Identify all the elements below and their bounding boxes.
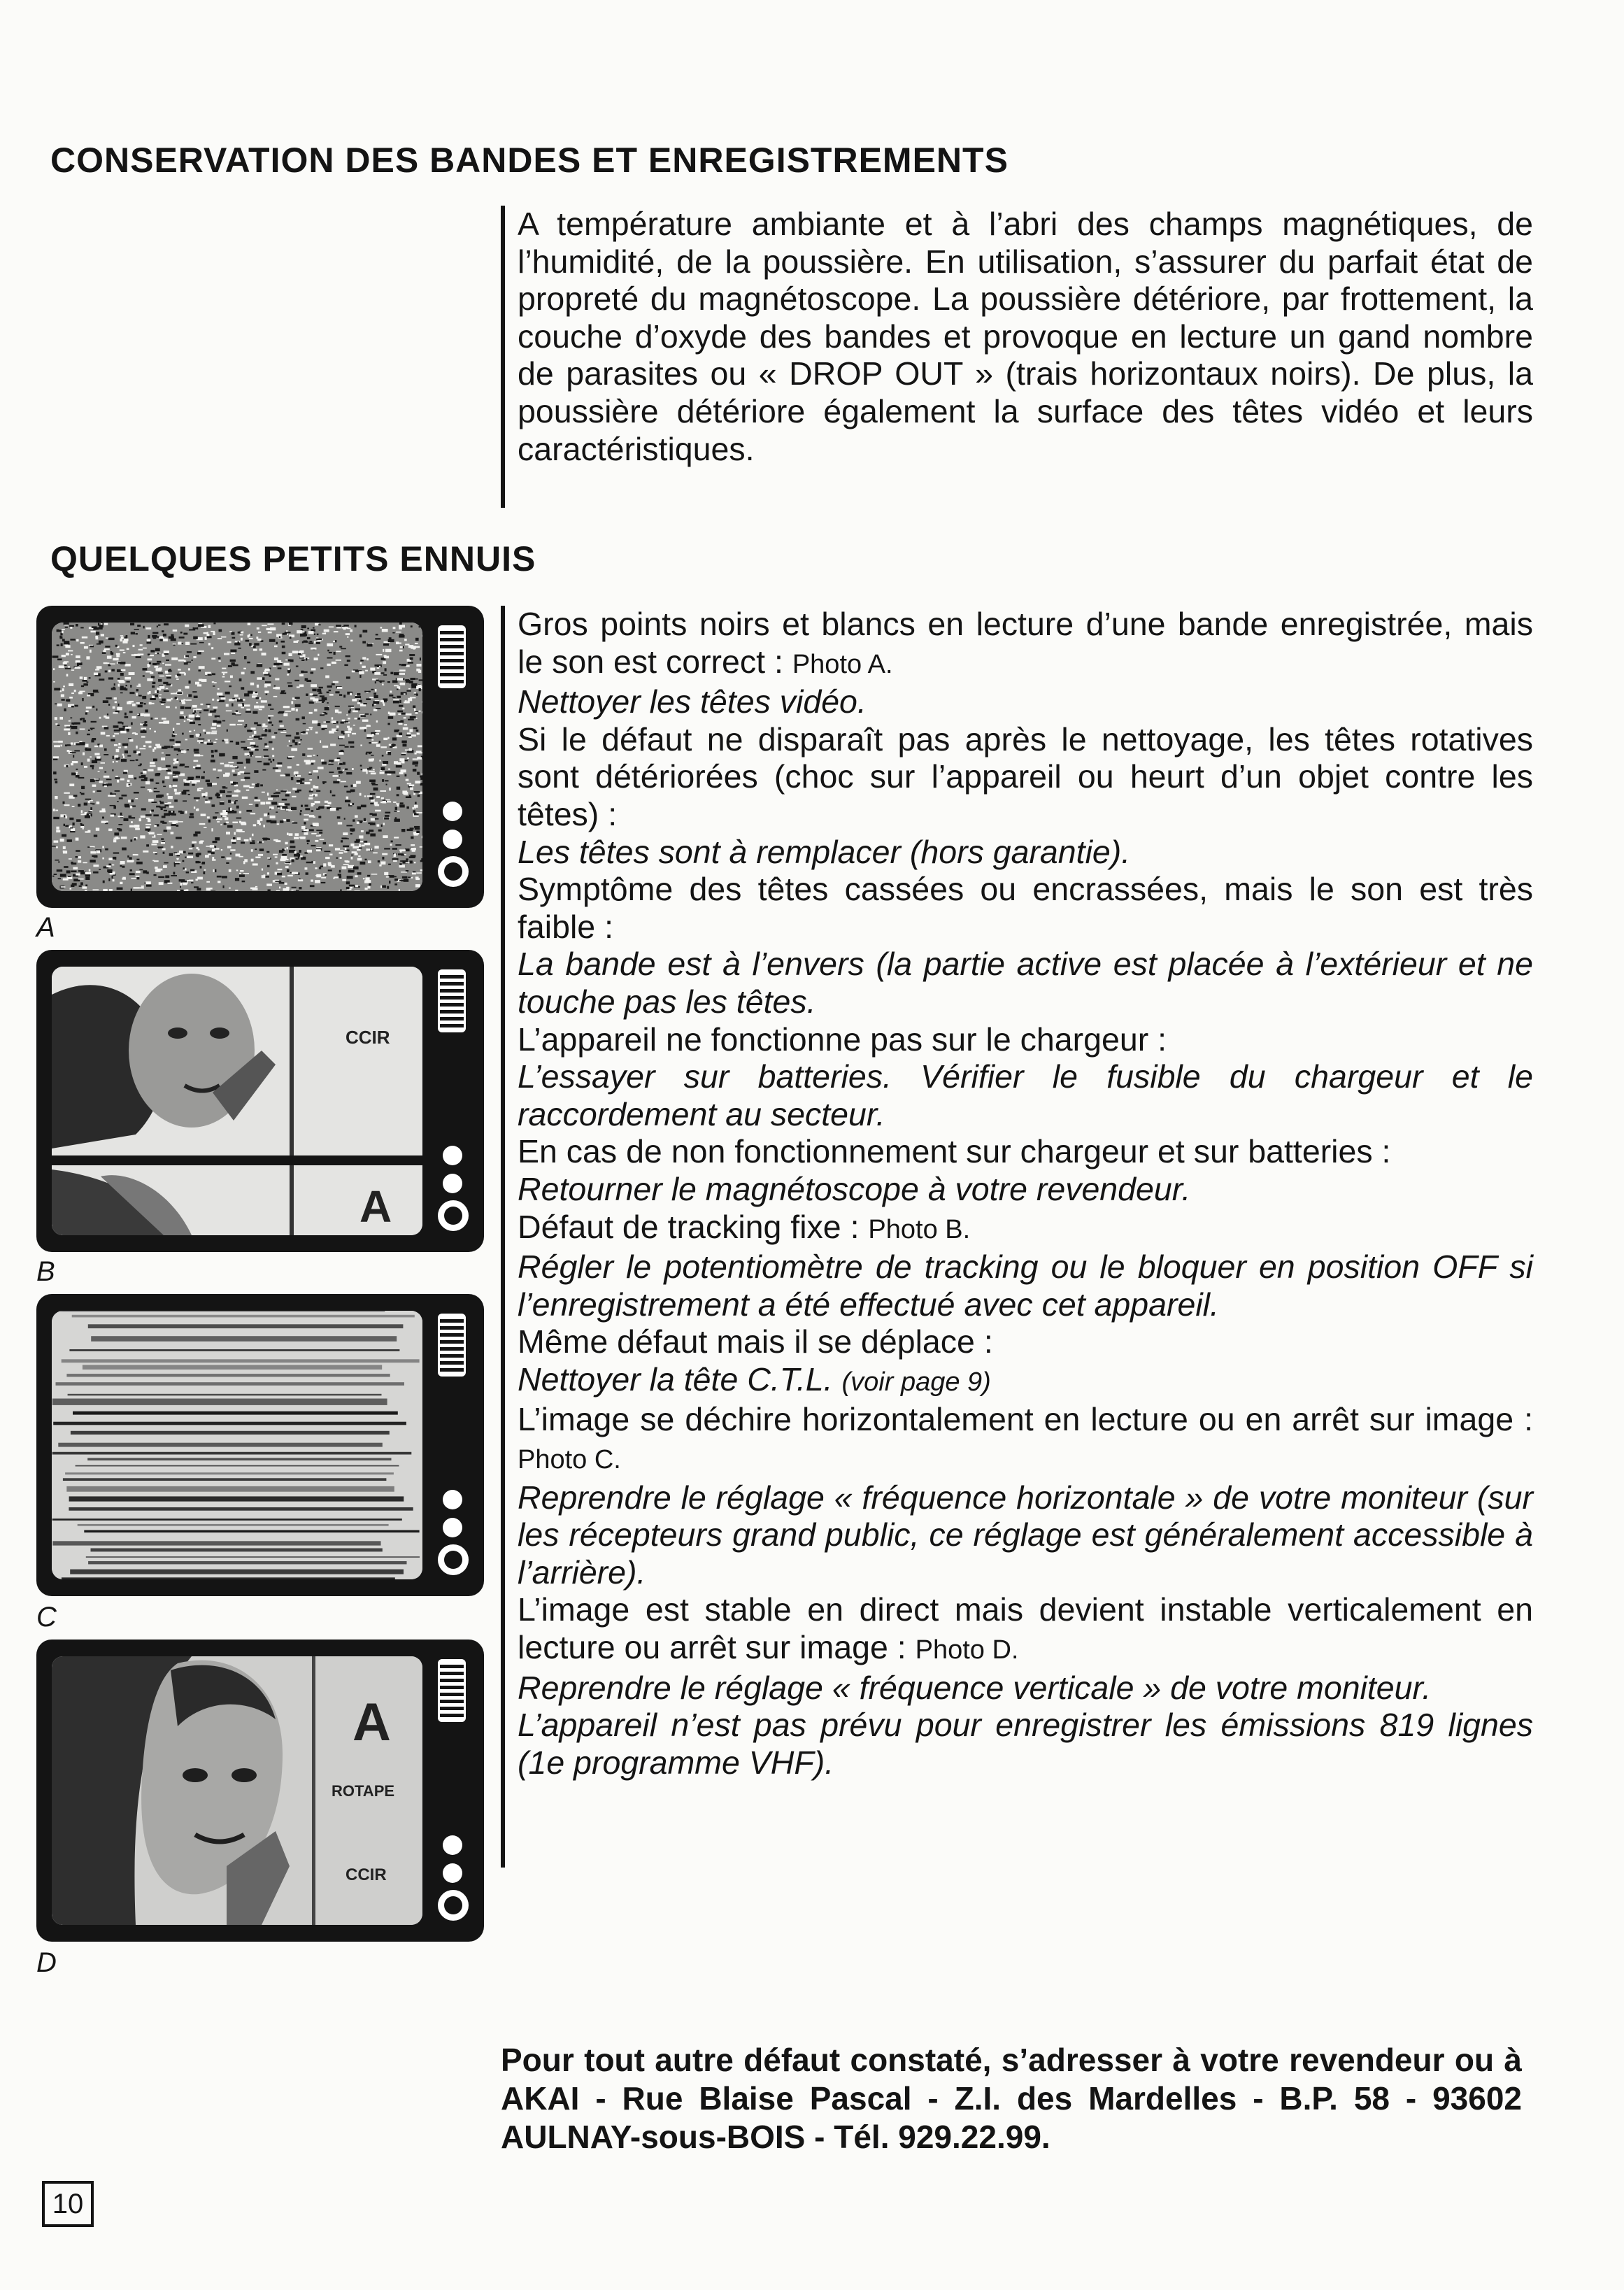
item-text: L’image se déchire horizontalement en lecture ou en arrêt sur image : [518,1401,1533,1438]
item-text: La bande est à l’envers (la partie active est placée à l’extérieur et ne touche pas les têtes. [518,946,1533,1020]
troubleshooting-list [501,606,1533,1868]
speaker-grille-icon [438,969,466,1032]
tv-controls [438,625,469,887]
overlay-a-d: A [352,1693,391,1752]
vertical-roll-image [52,1656,422,1925]
photo-d-screen [52,1656,422,1925]
section-title-troubles: QUELQUES PETITS ENNUIS [50,539,536,578]
symptom-text [518,1021,1533,1059]
footer-contact: Pour tout autre défaut constaté, s’adresser à votre revendeur ou à AKAI - Rue Blaise Pascal - Z.I. des Mardelles - B.P. 58 - 93602 AULNAY-sous-BOIS - Tél. 929.22.99. [501,2042,1522,2155]
split-frame-image [52,967,422,1235]
remedy-text [518,1058,1533,1133]
photo-b-screen [52,967,422,1235]
symptom-text [518,721,1533,834]
knob-icon [443,1146,462,1165]
speaker-grille-icon [438,1314,466,1377]
photo-reference: Photo A. [792,649,893,679]
item-text: L’appareil n’est pas prévu pour enregistrer les émissions 819 lignes (1e programme VHF). [518,1707,1533,1781]
item-text: Même défaut mais il se déplace : [518,1323,993,1360]
item-text: Régler le potentiomètre de tracking ou le bloquer en position OFF si l’enregistrement a été effectué avec cet appareil. [518,1249,1533,1323]
tv-controls [438,969,469,1231]
overlay-rotape-d: ROTAPE [332,1782,395,1800]
speaker-grille-icon [438,1659,466,1722]
overlay-ccir-d: CCIR [346,1865,387,1884]
item-text: Si le défaut ne disparaît pas après le nettoyage, les têtes rotatives sont détériorées (choc sur l’appareil ou heurt d’un objet contre les têtes) : [518,720,1533,832]
symptom-text [518,606,1533,683]
page-number: 10 [42,2181,94,2227]
item-text: L’appareil ne fonctionne pas sur le chargeur : [518,1020,1167,1058]
item-text: Reprendre le réglage « fréquence horizontale » de votre moniteur (sur les récepteurs grand public, ce réglage est généralement accessible à l’arrière). [518,1479,1533,1591]
item-text: Défaut de tracking fixe : [518,1208,860,1245]
tv-monitor-icon-a [36,606,484,908]
photo-a-screen [52,623,422,891]
item-text: Nettoyer la tête C.T.L. [518,1360,833,1398]
item-text: Les têtes sont à remplacer (hors garantie). [518,833,1131,870]
symptom-text [518,871,1533,946]
speaker-grille-icon [438,625,466,688]
knob-icon [443,1174,462,1193]
remedy-text [518,1361,1533,1402]
tv-monitor-icon-d [36,1640,484,1942]
snow-noise-image [52,623,422,891]
dial-icon [438,856,469,887]
item-text: Nettoyer les têtes vidéo. [518,683,867,720]
conservation-text-block [501,206,1533,508]
item-text: Reprendre le réglage « fréquence verticale » de votre moniteur. [518,1669,1432,1706]
photo-reference: (voir page 9) [841,1367,991,1397]
photo-c-screen [52,1311,422,1579]
remedy-text [518,946,1533,1020]
dial-icon [438,1544,469,1575]
photo-label-b: B [36,1256,55,1287]
conservation-paragraph: A température ambiante et à l’abri des champs magnétiques, de l’humidité, de la poussière. En utilisation, s’assurer du parfait état de propreté du magnétoscope. La poussière détériore, par frottement, la couche d’oxyde des bandes et provoque en lecture un gand nombre de parasites ou « DROP OUT » (trais horizontaux noirs). De plus, la poussière détériore également la surface des têtes vidéo et leurs caractéristiques. [518,206,1533,467]
overlay-ccir-b: CCIR [346,1027,390,1048]
section-title-conservation: CONSERVATION DES BANDES ET ENREGISTREMENTS [50,141,1009,180]
item-text: Retourner le magnétoscope à votre revendeur. [518,1170,1191,1207]
tv-controls [438,1659,469,1921]
remedy-text [518,1171,1533,1209]
remedy-text [518,683,1533,721]
item-text: En cas de non fonctionnement sur chargeur et sur batteries : [518,1133,1391,1170]
knob-icon [443,1490,462,1509]
remedy-text [518,1249,1533,1323]
item-text: Symptôme des têtes cassées ou encrassées, mais le son est très faible : [518,871,1533,945]
photo-reference: Photo B. [868,1214,971,1244]
symptom-text [518,1401,1533,1479]
dial-icon [438,1200,469,1231]
overlay-a-b: A [359,1181,392,1232]
photo-label-a: A [36,912,55,943]
photo-reference: Photo C. [518,1445,621,1475]
item-text: L’essayer sur batteries. Vérifier le fusible du chargeur et le raccordement au secteur. [518,1058,1533,1132]
remedy-text [518,1670,1533,1707]
remedy-text [518,1707,1533,1781]
knob-icon [443,1835,462,1855]
knob-icon [443,1863,462,1883]
knob-icon [443,1518,462,1537]
horizontal-tearing-image [52,1311,422,1579]
remedy-text [518,834,1533,872]
tv-controls [438,1314,469,1575]
photo-label-c: C [36,1602,57,1633]
symptom-text [518,1133,1533,1171]
knob-icon [443,802,462,821]
knob-icon [443,830,462,849]
symptom-text [518,1323,1533,1361]
item-text: Gros points noirs et blancs en lecture d’une bande enregistrée, mais le son est correct : [518,606,1533,680]
item-text: L’image est stable en direct mais devient instable verticalement en lecture ou arrêt sur image : [518,1591,1533,1666]
tv-monitor-icon-c [36,1294,484,1596]
tv-monitor-icon-b [36,950,484,1252]
remedy-text [518,1479,1533,1592]
photo-reference: Photo D. [915,1635,1019,1665]
photo-label-d: D [36,1947,57,1978]
symptom-text [518,1591,1533,1669]
dial-icon [438,1890,469,1921]
symptom-text [518,1209,1533,1249]
